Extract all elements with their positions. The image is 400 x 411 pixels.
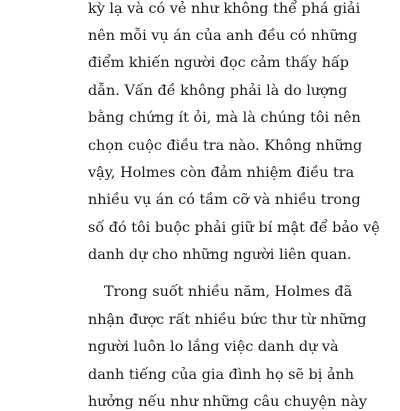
- paragraph-first-line: Trong suốt nhiều năm, Holmes đã: [104, 284, 353, 300]
- text-line: dẫn. Vấn đề không phải là do lượng: [88, 83, 348, 99]
- text-line: kỳ lạ và có vẻ như không thể phá giải: [88, 1, 361, 17]
- text-line: điểm khiến người đọc cảm thấy hấp: [88, 55, 350, 71]
- text-line: nhiều vụ án có tầm cỡ và nhiều trong: [88, 192, 361, 208]
- text-line: vậy, Holmes còn đảm nhiệm điều tra: [88, 165, 355, 181]
- text-line: người luôn lo lắng việc danh dự và: [88, 339, 339, 355]
- text-line: hưởng nếu như những câu chuyện này: [88, 394, 368, 410]
- text-line: số đó tôi buộc phải giữ bí mật để bảo vệ: [88, 220, 380, 236]
- text-line: bằng chứng ít ỏi, mà là chúng tôi nên: [88, 110, 361, 126]
- text-line: danh tiếng của gia đình họ sẽ bị ảnh: [88, 367, 355, 383]
- text-line: nhận được rất nhiều bức thư từ những: [88, 312, 367, 328]
- text-line: danh dự cho những người liên quan.: [88, 247, 352, 263]
- text-line: nên mỗi vụ án của anh đều có những: [88, 28, 358, 44]
- text-line: chọn cuộc điều tra nào. Không những: [88, 138, 363, 154]
